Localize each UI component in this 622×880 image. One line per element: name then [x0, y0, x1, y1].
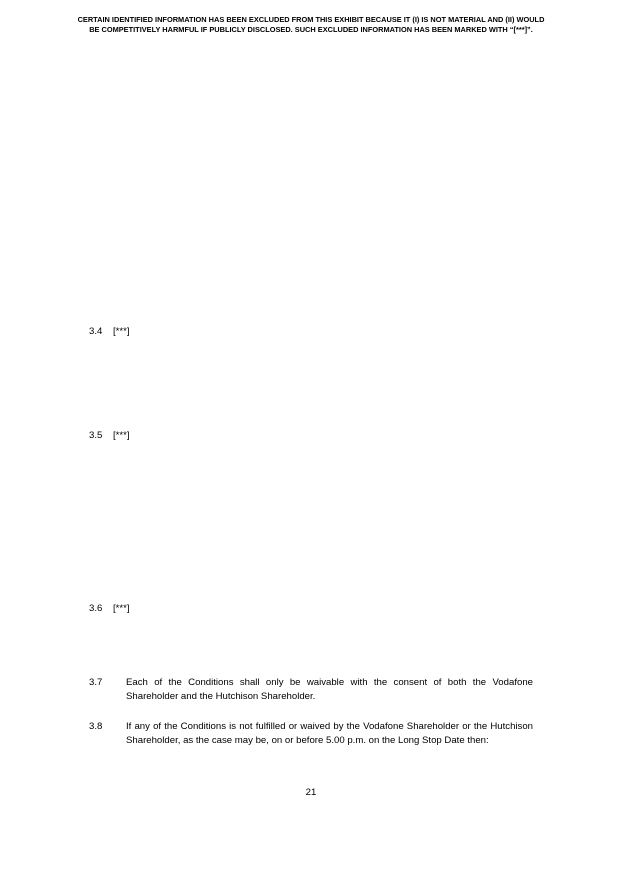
paragraph-number: 3.8 — [89, 721, 103, 732]
clause-3-4 — [89, 325, 130, 339]
exclusion-notice-header — [40, 15, 582, 35]
paragraph-number: 3.7 — [89, 677, 103, 688]
redacted-text: [***] — [113, 326, 130, 337]
header-line-1: CERTAIN IDENTIFIED INFORMATION HAS BEEN EXCLUDED FROM THIS EXHIBIT BECAUSE IT (I) IS NOT MATERIAL AND (II) WOULD — [77, 15, 545, 24]
page-number: 21 — [305, 787, 317, 798]
redacted-text: [***] — [113, 603, 130, 614]
clause-3-5 — [89, 429, 130, 443]
paragraph-text: If any of the Conditions is not fulfilled or waived by the Vodafone Shareholder or the Hutchison Shareholder, as the case may be, on or before 5.00 p.m. on the Long Stop Date then: — [126, 721, 533, 746]
clause-number: 3.6 — [89, 603, 103, 614]
clause-3-6 — [89, 602, 130, 616]
clause-number: 3.5 — [89, 430, 103, 441]
paragraph-text: Each of the Conditions shall only be waivable with the consent of both the Vodafone Shareholder and the Hutchison Shareholder. — [126, 677, 533, 702]
clause-number: 3.4 — [89, 326, 103, 337]
redacted-text: [***] — [113, 430, 130, 441]
header-line-2: BE COMPETITIVELY HARMFUL IF PUBLICLY DISCLOSED. SUCH EXCLUDED INFORMATION HAS BEEN MARKED WITH “[***]”. — [89, 25, 533, 34]
